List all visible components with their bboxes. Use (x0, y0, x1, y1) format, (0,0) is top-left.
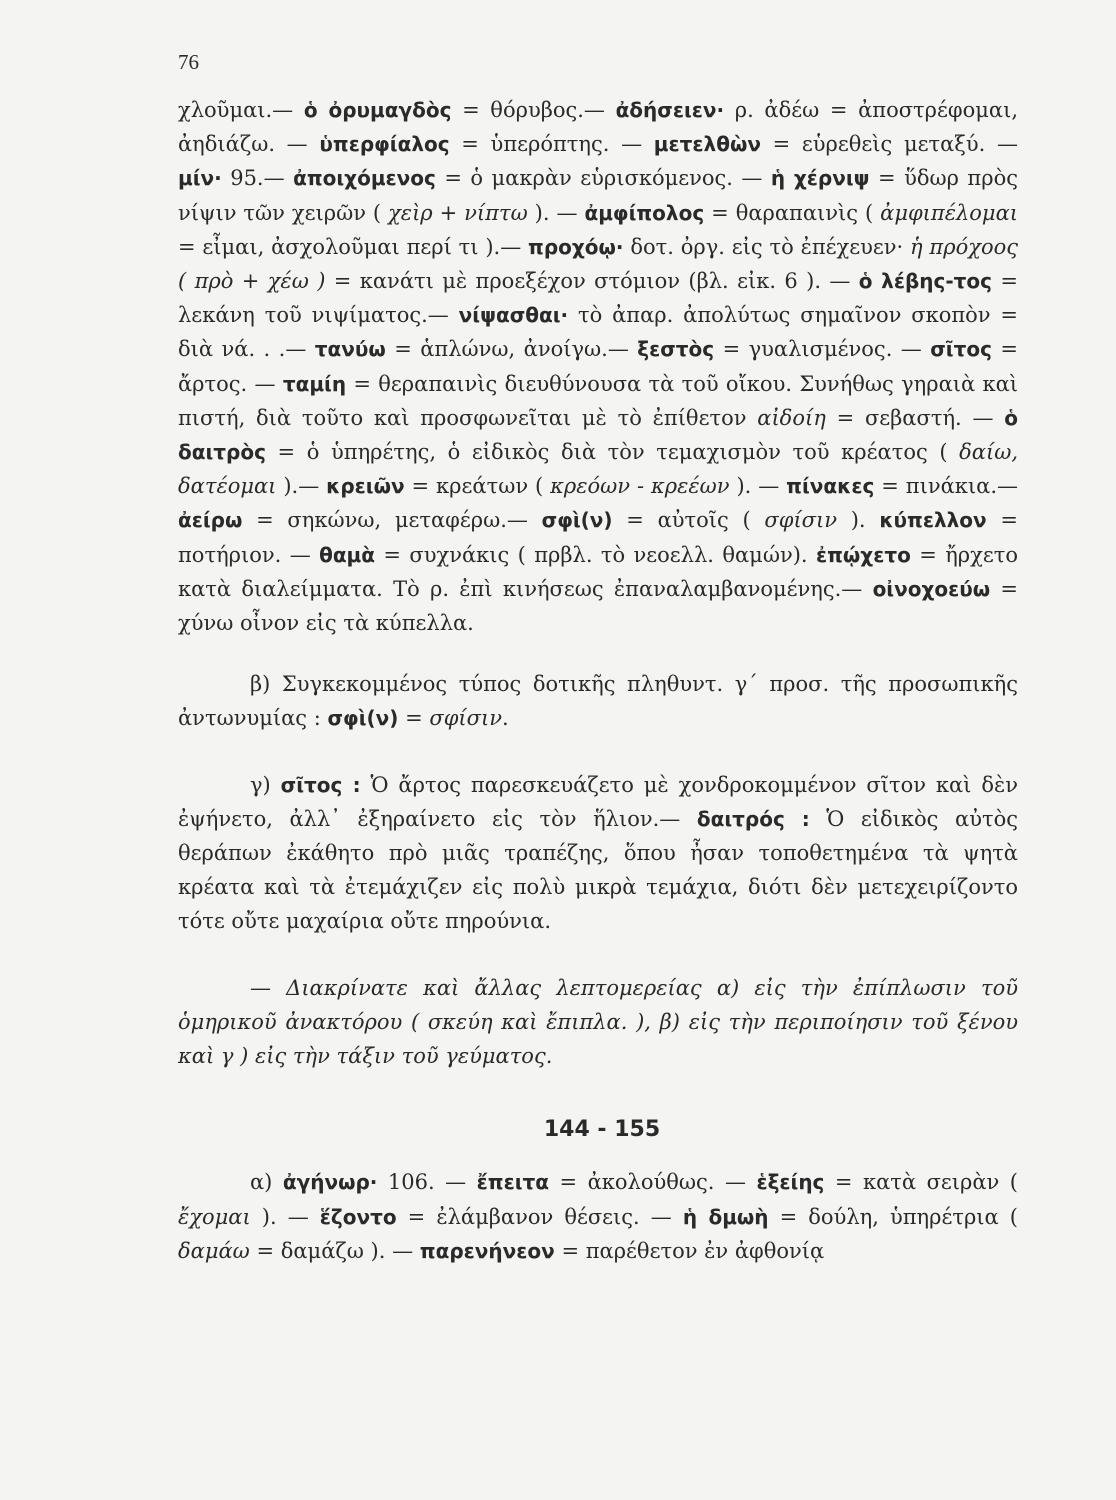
headword: μετελθὼν (653, 132, 761, 157)
text-run: = κατὰ σειρὰν ( (824, 1170, 1018, 1195)
italic-text: σφίσιν (429, 706, 502, 731)
headword: ἀδήσειεν· (615, 98, 725, 122)
text-run: . (501, 706, 509, 731)
headword: θαμὰ (319, 542, 376, 567)
headword: προχόῳ· (528, 234, 624, 259)
text-run: ).— (276, 474, 327, 499)
text-run: = χύνω οἶνον εἰς τὰ κύπελλα. (178, 576, 1018, 636)
headword: σῖτος (930, 337, 992, 362)
text-run: = ποτήριον. — (178, 508, 1018, 567)
text-run: = θόρυβος.— (451, 98, 616, 122)
text-run: = γυαλισμένος. — (714, 337, 931, 362)
text-run: Ὁ εἰδικὸς αὐτὸς θεράπων ἐκάθητο πρὸ μιᾶς τραπέζης, ὅπου ἦσαν τοποθετημένα τὰ ψητὰ κρέατα καὶ τὰ ἐτεμάχιζεν εἰς πολὺ μικρὰ τεμάχια, διότι δὲν μετεχειρίζοντο τότε οὔτε μαχαίρια οὔτε πηρούνια. (178, 806, 1018, 934)
text-run: = ἀκολούθως. — (549, 1170, 757, 1195)
italic-text: ἡ πρόχοος ( πρὸ + χέω ) (178, 234, 1018, 294)
headword: ἑξείης (756, 1170, 825, 1195)
text-run: = ἄρτος. — (178, 337, 1018, 396)
headword: ξεστὸς (637, 337, 715, 362)
text-run: = εἶμαι, ἀσχολοῦμαι περί τι ).— (178, 234, 529, 259)
headword: ἕζοντο (319, 1204, 397, 1229)
headword: νίψασθαι· (458, 303, 569, 328)
text-run: = συχνάκις ( πρβλ. τὸ νεοελλ. θαμών). (375, 542, 816, 567)
italic-text: σφίσιν (764, 508, 838, 533)
paragraph-note-c (178, 768, 1018, 939)
text-run: ). — (729, 474, 787, 499)
paragraph-section (178, 1165, 1018, 1268)
text-run: β) Συγκεκομμένος τύπος δοτικῆς πληθυντ. γ΄ προσ. τῆς προσωπικῆς ἀντωνυμίας : (178, 672, 1018, 731)
text-run: ). (837, 508, 880, 533)
text-run: ). — (527, 200, 585, 225)
headword: κρειῶν (326, 474, 405, 499)
headword: κύπελλον (879, 508, 987, 533)
text-run: = ὕδωρ πρὸς νίψιν τῶν χειρῶν ( (178, 166, 1018, 225)
headword: ἀποιχόμενος (293, 166, 436, 191)
italic-text: ἀμφιπέλομαι (880, 200, 1018, 225)
exercise-paragraph (178, 971, 1018, 1074)
paragraph-exercise (178, 971, 1018, 1074)
text-run: = κανάτι μὲ προεξέχον στόμιον (βλ. εἰκ. 6 ). — (325, 269, 859, 294)
text-run: α) (250, 1170, 283, 1195)
section-paragraph (178, 1165, 1018, 1268)
headword: δαιτρός : (696, 806, 810, 831)
headword: ἔπειτα (476, 1170, 550, 1195)
italic-text: αἰδοίη (757, 405, 826, 430)
page-body (178, 93, 1018, 1268)
text-run: = θεραπαινὶς διευθύνουσα τὰ τοῦ οἴκου. Συνήθως γηραιὰ καὶ πιστή, διὰ τοῦτο καὶ προσφωνεῖται μὲ τὸ ἐπίθετον (178, 371, 1019, 430)
text-run: = (398, 706, 430, 731)
text-run: τὸ ἀπαρ. ἀπολύτως σημαῖνον σκοπὸν = διὰ νά. . .— (178, 303, 1018, 362)
headword: σφὶ(ν) (327, 706, 399, 731)
headword: ἀγήνωρ· (282, 1170, 378, 1195)
text-run: = δούλη, ὑπηρέτρια ( (768, 1204, 1018, 1229)
text-run: = ὁ μακρὰν εὑρισκόμενος. — (435, 166, 771, 191)
vocabulary-paragraph (178, 93, 1018, 640)
text-run: γ) (250, 772, 281, 797)
text-run: = παρέθετον ἐν ἀφθονίᾳ (554, 1238, 825, 1263)
text-run: = ἐλάμβανον θέσεις. — (396, 1204, 683, 1229)
headword: ὑπερφίαλος (319, 132, 450, 157)
paragraph-note-b (178, 667, 1018, 735)
text-run: = κρεάτων ( (404, 474, 551, 499)
headword: ὁ λέβης-τος (858, 269, 993, 294)
headword: μίν· (178, 166, 222, 191)
text-run: Ὁ ἄρτος παρεσκευάζετο μὲ χονδροκομμένον σῖτον καὶ δὲν ἐψήνετο, ἀλλ᾽ ἐξηραίνετο εἰς τὸν ἥλιον.— (178, 772, 1018, 831)
italic-text: δαίω, δατέομαι (178, 440, 1018, 499)
italic-text: χεὶρ + νίπτω (388, 200, 528, 225)
page-number: 76 (178, 50, 199, 74)
italic-text: δαμάω (178, 1238, 250, 1263)
headword: ὁ δαιτρὸς (178, 405, 1019, 465)
headword: ἡ χέρνιψ (770, 166, 870, 191)
text-run: = ἁπλώνω, ἀνοίγω.— (385, 337, 638, 362)
text-run: 106. — (377, 1170, 477, 1195)
headword: πίνακες (786, 474, 875, 499)
text-run: = ὁ ὑπηρέτης, ὁ εἰδικὸς διὰ τὸν τεμαχισμὸν τοῦ κρέατος ( (265, 440, 960, 465)
headword: σῖτος : (280, 772, 361, 797)
text-run: = πινάκια.— (874, 474, 1018, 499)
text-run: = αὐτοῖς ( (612, 508, 765, 533)
italic-text: ἔχομαι (178, 1204, 251, 1229)
headword: ἀείρω (178, 508, 243, 533)
text-run: δοτ. ὀργ. εἰς τὸ ἐπέχευεν· (623, 234, 911, 259)
text-run: χλοῦμαι.— (178, 98, 304, 122)
italic-text: κρεόων - κρεέων (550, 474, 730, 499)
headword: παρενήνεον (419, 1238, 555, 1263)
text-run: 95.— (221, 166, 294, 191)
paragraph-vocab (178, 93, 1018, 640)
headword: οἰνοχοεύω (872, 576, 991, 601)
headword: σφὶ(ν) (541, 508, 613, 533)
text-run: = ἤρχετο κατὰ διαλείμματα. Τὸ ρ. ἐπὶ κινήσεως ἐπαναλαμβανομένης.— (178, 542, 1018, 601)
text-run: ). — (250, 1204, 320, 1229)
text-run: ρ. ἀδέω = ἀποστρέφομαι, ἀηδιάζω. — (178, 98, 1018, 157)
headword: ἐπῴχετο (815, 542, 911, 567)
headword: ἡ δμωὴ (682, 1204, 769, 1229)
text-run: = ὑπερόπτης. — (449, 132, 654, 157)
text-run: = θαραπαινὶς ( (704, 200, 881, 225)
section-heading: 144 - 155 (543, 1117, 661, 1143)
text-run: = δαμάζω ). — (249, 1238, 420, 1263)
text-run: = εὑρεθεὶς μεταξύ. — (760, 132, 1018, 157)
text-run: = σηκώνω, μεταφέρω.— (242, 508, 542, 533)
text-run: = λεκάνη τοῦ νιψίματος.— (178, 269, 1019, 328)
text-run: = σεβαστή. — (825, 405, 1005, 430)
headword: τανύω (314, 337, 386, 362)
note-b-paragraph (178, 667, 1018, 735)
headword: ἀμφίπολος (584, 200, 705, 225)
note-c-paragraph (178, 768, 1018, 939)
headword: ταμίη (282, 371, 347, 396)
headword: ὁ ὀρυμαγδὸς (303, 98, 452, 122)
italic-text: — Διακρίνατε καὶ ἄλλας λεπτομερείας α) εἰς τὴν ἐπίπλωσιν τοῦ ὁμηρικοῦ ἀνακτόρου ( σκεύη καὶ ἔπιπλα. ), β) εἰς τὴν περιποίησιν τοῦ ξένου καὶ γ ) εἰς τὴν τάξιν τοῦ γεύματος. (178, 975, 1018, 1069)
